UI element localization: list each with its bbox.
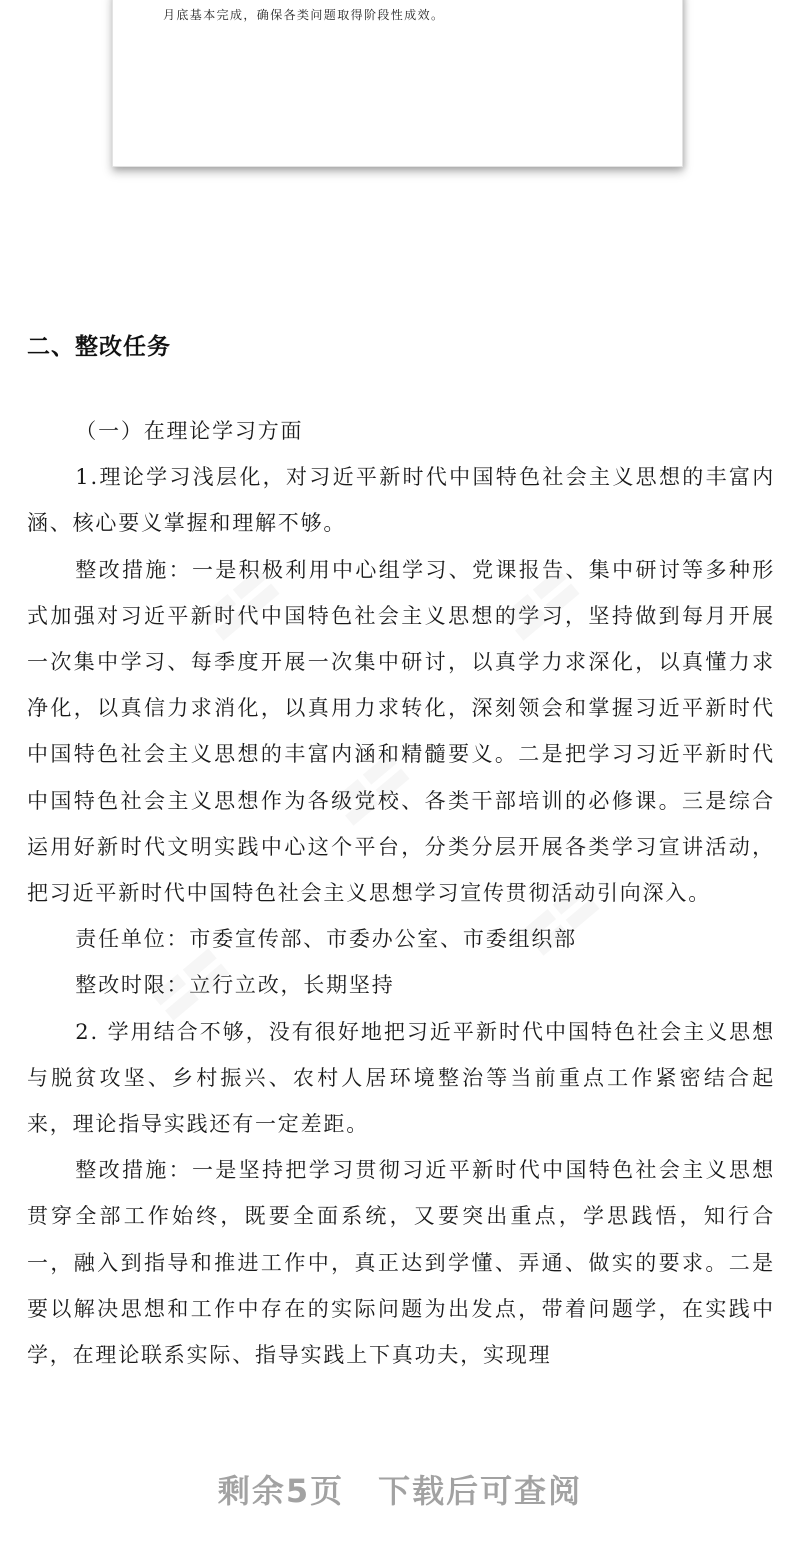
download-prompt[interactable]: [0, 1466, 800, 1512]
body-text: [27, 408, 775, 1378]
measures-paragraph: 整改措施：一是坚持把学习贯彻习近平新时代中国特色社会主义思想贯穿全部工作始终，既要全面系统，又要突出重点，学思践悟，知行合一，融入到指导和推进工作中，真正达到学懂、弄通、做实的要求。二是要以解决思想和工作中存在的实际问题为出发点，带着问题学，在实践中学，在理论联系实际、指导实践上下真功夫，实现理: [27, 1158, 775, 1368]
responsible-units: 责任单位：市委宣传部、市委办公室、市委组织部: [75, 927, 577, 952]
preview-last-line: 月底基本完成，确保各类问题取得阶段性成效。: [163, 8, 445, 22]
subsection-heading: （一）在理论学习方面: [75, 419, 304, 443]
deadline: 整改时限：立行立改，长期坚持: [75, 973, 395, 998]
issue-paragraph: 2. 学用结合不够，没有很好地把习近平新时代中国特色社会主义思想与脱贫攻坚、乡村振兴、农村人居环境整治等当前重点工作紧密结合起来，理论指导实践还有一定差距。: [27, 1019, 775, 1137]
download-hint-label: 下载后可查阅: [378, 1472, 583, 1510]
remaining-pages-label: 剩余5页: [217, 1472, 345, 1510]
issue-paragraph: 1.理论学习浅层化，对习近平新时代中国特色社会主义思想的丰富内涵、核心要义掌握和理解不够。: [27, 465, 775, 536]
section-heading: 二、整改任务: [27, 334, 171, 360]
measures-paragraph: 整改措施：一是积极利用中心组学习、党课报告、集中研讨等多种形式加强对习近平新时代中国特色社会主义思想的学习，坚持做到每月开展一次集中学习、每季度开展一次集中研讨，以真学力求深化，以真懂力求净化，以真信力求消化，以真用力求转化，深刻领会和掌握习近平新时代中国特色社会主义思想的丰富内涵和精髓要义。二是把学习习近平新时代中国特色社会主义思想作为各级党校、各类干部培训的必修课。三是综合运用好新时代文明实践中心这个平台，分类分层开展各类学习宣讲活动，把习近平新时代中国特色社会主义思想学习宣传贯彻活动引向深入。: [27, 557, 775, 906]
footer-fade: [0, 1400, 800, 1450]
previous-page-preview: [112, 0, 683, 167]
preview-partial-line: [163, 0, 652, 2]
